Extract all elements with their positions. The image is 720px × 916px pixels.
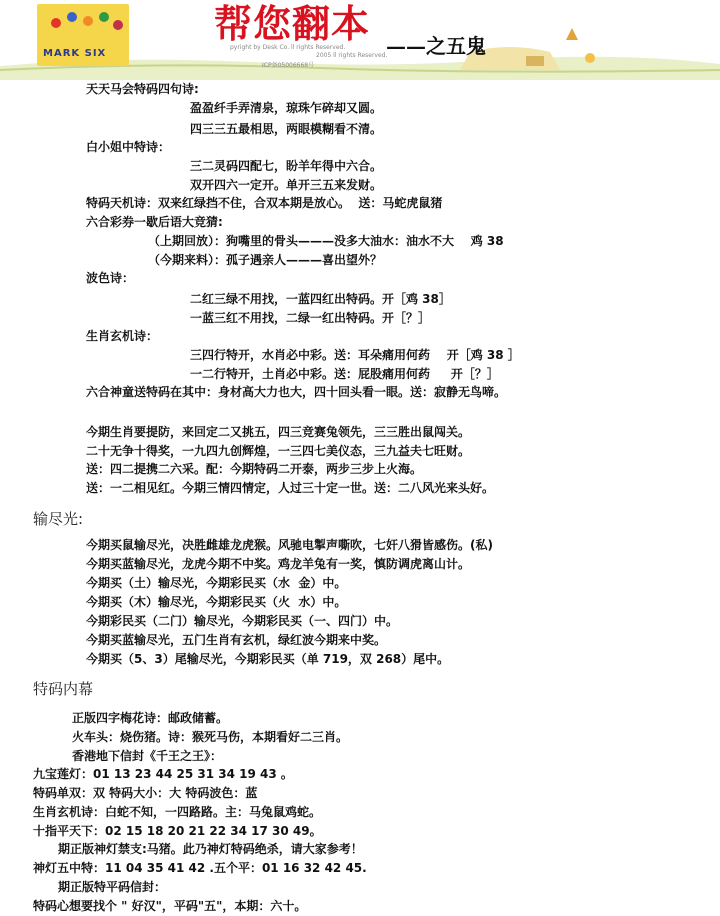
zodiac-verse: 送：四二提携二六采。配：今期特码二开泰，两步三步上火海。 bbox=[86, 462, 423, 476]
riddle-last: （上期回放）：狗嘴里的骨头———没多大油水：油水不大 鸡 38 bbox=[148, 234, 504, 248]
poem-line: 三二灵码四配七，盼羊年得中六合。 bbox=[190, 159, 383, 173]
info-line: 期正版特平码信封： bbox=[58, 880, 167, 894]
info-line: 特码单双：双 特码大小：大 特码波色：蓝 bbox=[33, 786, 258, 800]
shentong-line: 六合神童送特码在其中：身材高大力也大，四十回头看一眼。送：寂静无鸟啼。 bbox=[86, 385, 507, 399]
zodiac-verse: 送：一二相见红。今期三情四情定，人过三十定一世。送：二八风光来头好。 bbox=[86, 481, 495, 495]
zodiac-verse: 二十无争十得奖，一九四九创辉煌，一三四七美仪态，三九益夫七旺财。 bbox=[86, 444, 471, 458]
banner-subtitle: ——之五鬼 bbox=[386, 34, 486, 58]
poem-heading-tiantian: 天天马会特码四句诗: bbox=[86, 82, 199, 96]
logo-text: MARK SIX bbox=[43, 48, 107, 59]
riddle-current: （今期来料）：孤子遇亲人———喜出望外？ bbox=[148, 253, 383, 267]
poem-line: 一二行特开，土肖必中彩。送：屁股痛用何药 开［？］ bbox=[190, 367, 499, 381]
lose-line: 今期买蓝输尽光，龙虎今期不中奖。鸡龙羊兔有一奖，慎防调虎离山计。 bbox=[86, 557, 471, 571]
info-line: 火车头：烧伤猪。诗：猴死马伤，本期看好二三肖。 bbox=[72, 730, 349, 744]
fine-print-3: ICP备05006668号 bbox=[262, 62, 315, 69]
lose-line: 今期买鼠输尽光，决胜雌雄龙虎猴。风驰电掣声嘶吹，七奸八猾皆感伤。(私) bbox=[86, 538, 493, 552]
banner bbox=[0, 0, 720, 80]
lose-line: 今期彩民买（二门）输尽光，今期彩民买（一、四门）中。 bbox=[86, 614, 399, 628]
riddle-heading: 六合彩券一歇后语大竞猜: bbox=[86, 215, 223, 229]
section-heading-inside-story: 特码内幕 bbox=[33, 680, 94, 698]
poem-line: 四三三五最相思，两眼模糊看不清。 bbox=[190, 122, 383, 136]
poem-line: 双开四六一定开。单开三五来发财。 bbox=[190, 178, 383, 192]
fine-print-2: 2005 ll rights Reserved. bbox=[316, 52, 388, 59]
info-line: 期正版神灯禁支:马猪。此乃神灯特码绝杀，请大家参考！ bbox=[58, 842, 363, 856]
info-line: 生肖玄机诗：白蛇不知，一四路路。主：马兔鼠鸡蛇。 bbox=[33, 805, 322, 819]
fine-print-1: pyright by Desk Co. ll rights Reserved. bbox=[230, 44, 346, 51]
poem-line: 二红三绿不用找，一蓝四红出特码。开［鸡 38］ bbox=[190, 292, 451, 306]
lose-line: 今期买（木）输尽光，今期彩民买（火 水）中。 bbox=[86, 595, 347, 609]
poem-line: 一蓝三红不用找，二绿一红出特码。开［？］ bbox=[190, 311, 431, 325]
info-line: 神灯五中特：11 04 35 41 42 .五个平：01 16 32 42 45. bbox=[33, 861, 367, 875]
info-line: 正版四字梅花诗：邮政储蓄。 bbox=[72, 711, 229, 725]
info-line: 九宝莲灯：01 13 23 44 25 31 34 19 43 。 bbox=[33, 767, 293, 781]
zodiac-poem-heading: 生肖玄机诗： bbox=[86, 329, 159, 343]
info-line: 十指平天下：02 15 18 20 21 22 34 17 30 49。 bbox=[33, 824, 322, 838]
banner-title: 帮您翻本 bbox=[214, 1, 371, 46]
poem-line: 三四行特开，水肖必中彩。送：耳朵痛用何药 开［鸡 38 ］ bbox=[190, 348, 520, 362]
mark-six-logo bbox=[37, 4, 129, 66]
lose-line: 今期买（土）输尽光，今期彩民买（水 金）中。 bbox=[86, 576, 347, 590]
poem-heading-baixiaojie: 白小姐中特诗： bbox=[86, 140, 171, 154]
info-line: 特码心想要找个 " 好汉"，平码"五"，本期：六十。 bbox=[33, 899, 307, 913]
zodiac-verse: 今期生肖要提防，来回定二又挑五，四三竞赛兔领先，三三胜出鼠闯关。 bbox=[86, 425, 471, 439]
poem-line: 盈盈纤手弄清泉，琼珠乍碎却又圆。 bbox=[190, 101, 383, 115]
lose-line: 今期买（5、3）尾输尽光，今期彩民买（单 719，双 268）尾中。 bbox=[86, 652, 450, 666]
lose-line: 今期买蓝输尽光，五门生肖有玄机，绿红波今期来中奖。 bbox=[86, 633, 387, 647]
info-line: 香港地下信封《千王之王》： bbox=[72, 749, 223, 763]
color-poem-heading: 波色诗： bbox=[86, 271, 135, 285]
section-heading-lose-all: 输尽光: bbox=[33, 510, 84, 528]
tianji-poem: 特码天机诗：双来红绿挡不住，合双本期是放心。 送：马蛇虎鼠猪 bbox=[86, 196, 443, 210]
